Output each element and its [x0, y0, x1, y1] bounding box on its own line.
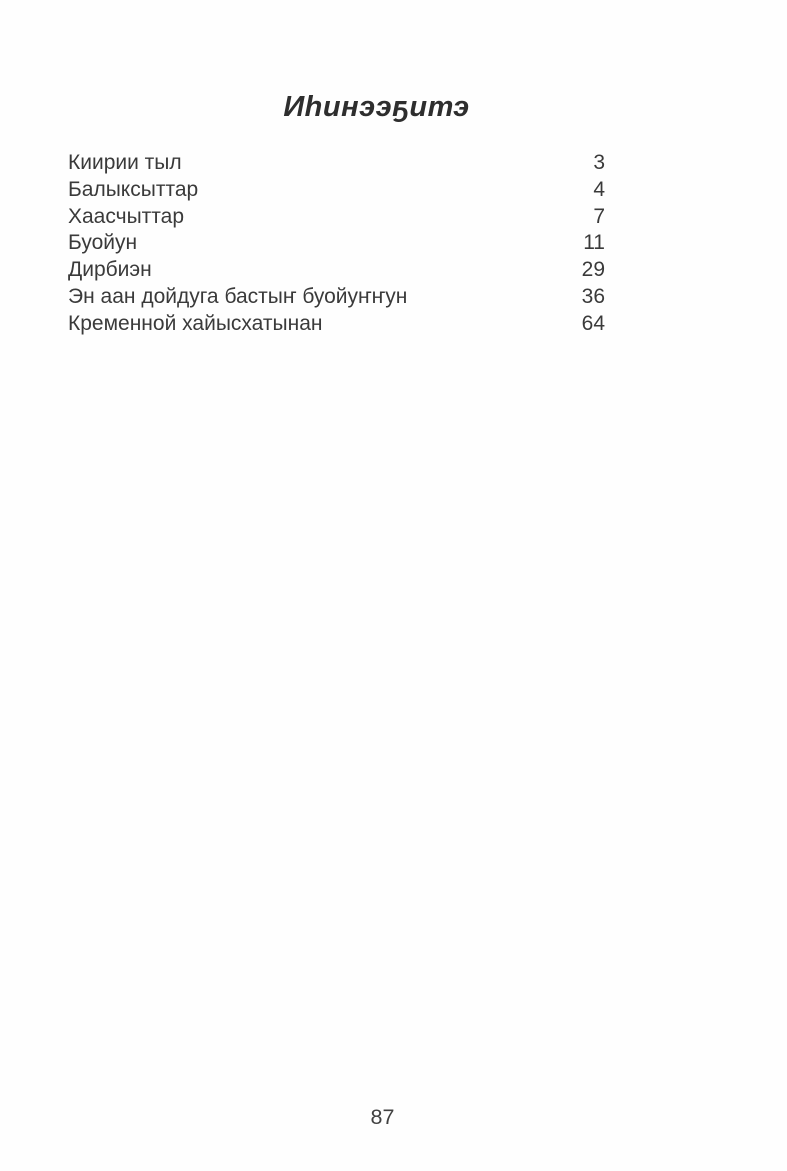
toc-entry-page: 36	[581, 284, 605, 308]
toc-row	[68, 177, 605, 204]
page-title: Иһинээҕитэ	[283, 91, 470, 123]
toc-entry-label: Киирии тыл	[68, 151, 182, 174]
toc-entry-label: Балыксыттар	[68, 177, 199, 201]
page-number: 87	[370, 1105, 395, 1129]
toc-entry-page: 11	[583, 231, 605, 255]
toc-row	[68, 311, 605, 338]
toc-row	[68, 284, 605, 311]
toc-entry-label: Кременной хайысхатынан	[68, 311, 323, 335]
toc-row	[68, 150, 605, 177]
toc-entry-label: Хаасчыттар	[68, 204, 185, 228]
toc-entry-page: 3	[593, 151, 605, 174]
toc-entry-label: Буойун	[68, 231, 138, 255]
toc-entry-page: 64	[581, 311, 605, 335]
toc-entry-label: Дирбиэн	[68, 258, 152, 282]
toc-row	[68, 257, 605, 284]
toc-row	[68, 230, 605, 257]
toc-entry-page: 7	[593, 204, 605, 228]
toc-entry-page: 4	[593, 177, 605, 201]
toc-entry-page: 29	[581, 258, 605, 282]
toc-entry-label: Эн аан дойдуга бастыҥ буойуҥҥун	[68, 284, 408, 308]
toc-row	[68, 204, 605, 231]
table-of-contents	[68, 150, 605, 338]
